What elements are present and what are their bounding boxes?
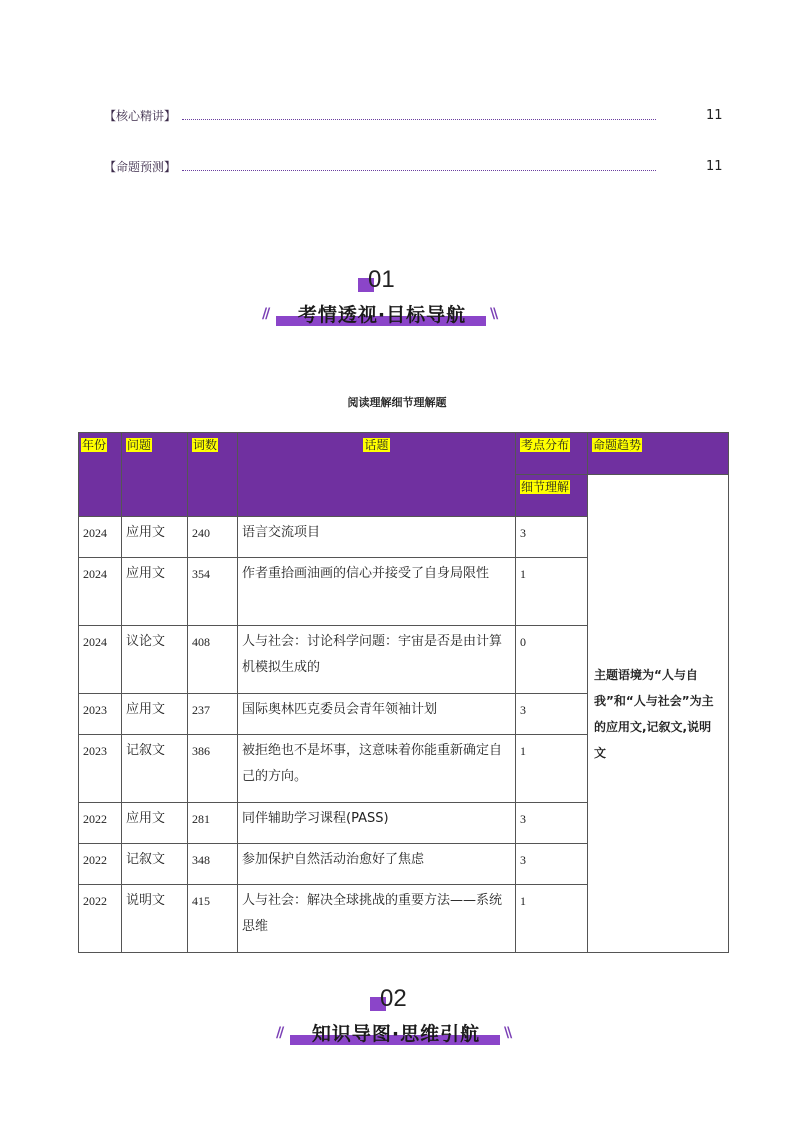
- table-row: 2022 应用文 281 同伴辅助学习课程(PASS) 3: [79, 803, 729, 844]
- table-row: 2024 应用文 354 作者重拾画油画的信心并接受了自身局限性 1: [79, 558, 729, 626]
- section-title: 知识导图·思维引航: [311, 1023, 481, 1045]
- table-row: 2024 议论文 408 人与社会：讨论科学问题：宇宙是否是由计算机模拟生成的 0: [79, 626, 729, 694]
- table-row: 2023 记叙文 386 被拒绝也不是坏事，这意味着你能重新确定自己的方向。 1: [79, 735, 729, 803]
- header-type: 问题: [122, 433, 188, 517]
- header-year: 年份: [79, 433, 122, 517]
- toc-entry[interactable]: [104, 156, 722, 176]
- slash-decoration-icon: \\: [504, 1025, 511, 1041]
- toc-page-number: 11: [706, 158, 723, 174]
- slash-decoration-icon: \\: [490, 306, 497, 322]
- table-row: 2022 记叙文 348 参加保护自然活动治愈好了焦虑 3: [79, 844, 729, 885]
- toc-label: 【核心精讲】: [104, 108, 177, 123]
- slash-decoration-icon: //: [262, 306, 269, 322]
- exam-analysis-table: [78, 432, 729, 953]
- header-distribution-sub: 细节理解: [516, 475, 588, 517]
- table-caption: 阅读理解细节理解题: [347, 396, 447, 409]
- section-number: 01: [368, 266, 395, 293]
- toc-label: 【命题预测】: [104, 159, 177, 174]
- section-number: 02: [380, 985, 407, 1012]
- slash-decoration-icon: //: [276, 1025, 283, 1041]
- header-distribution: 考点分布: [516, 433, 588, 475]
- toc-leader-dots: [182, 170, 656, 171]
- toc-page-number: 11: [706, 107, 723, 123]
- header-words: 词数: [188, 433, 238, 517]
- section-title-block: [276, 1019, 516, 1049]
- section-title-block: [262, 300, 502, 330]
- section-title: 考情透视·目标导航: [297, 304, 467, 326]
- header-topic: 话题: [238, 433, 516, 517]
- table-row: 2023 应用文 237 国际奥林匹克委员会青年领袖计划 3: [79, 694, 729, 735]
- toc-entry[interactable]: [104, 105, 722, 125]
- toc-leader-dots: [182, 119, 656, 120]
- table-row: 2022 说明文 415 人与社会：解决全球挑战的重要方法——系统思维 1: [79, 885, 729, 953]
- header-trend: 命题趋势: [588, 433, 729, 475]
- section-number-block: [358, 266, 438, 296]
- section-number-block: [370, 985, 450, 1015]
- table-row: 2024 应用文 240 语言交流项目 3: [79, 517, 729, 558]
- trend-summary: 主题语境为“人与自我”和“人与社会”为主的应用文,记叙文,说明文: [588, 475, 729, 953]
